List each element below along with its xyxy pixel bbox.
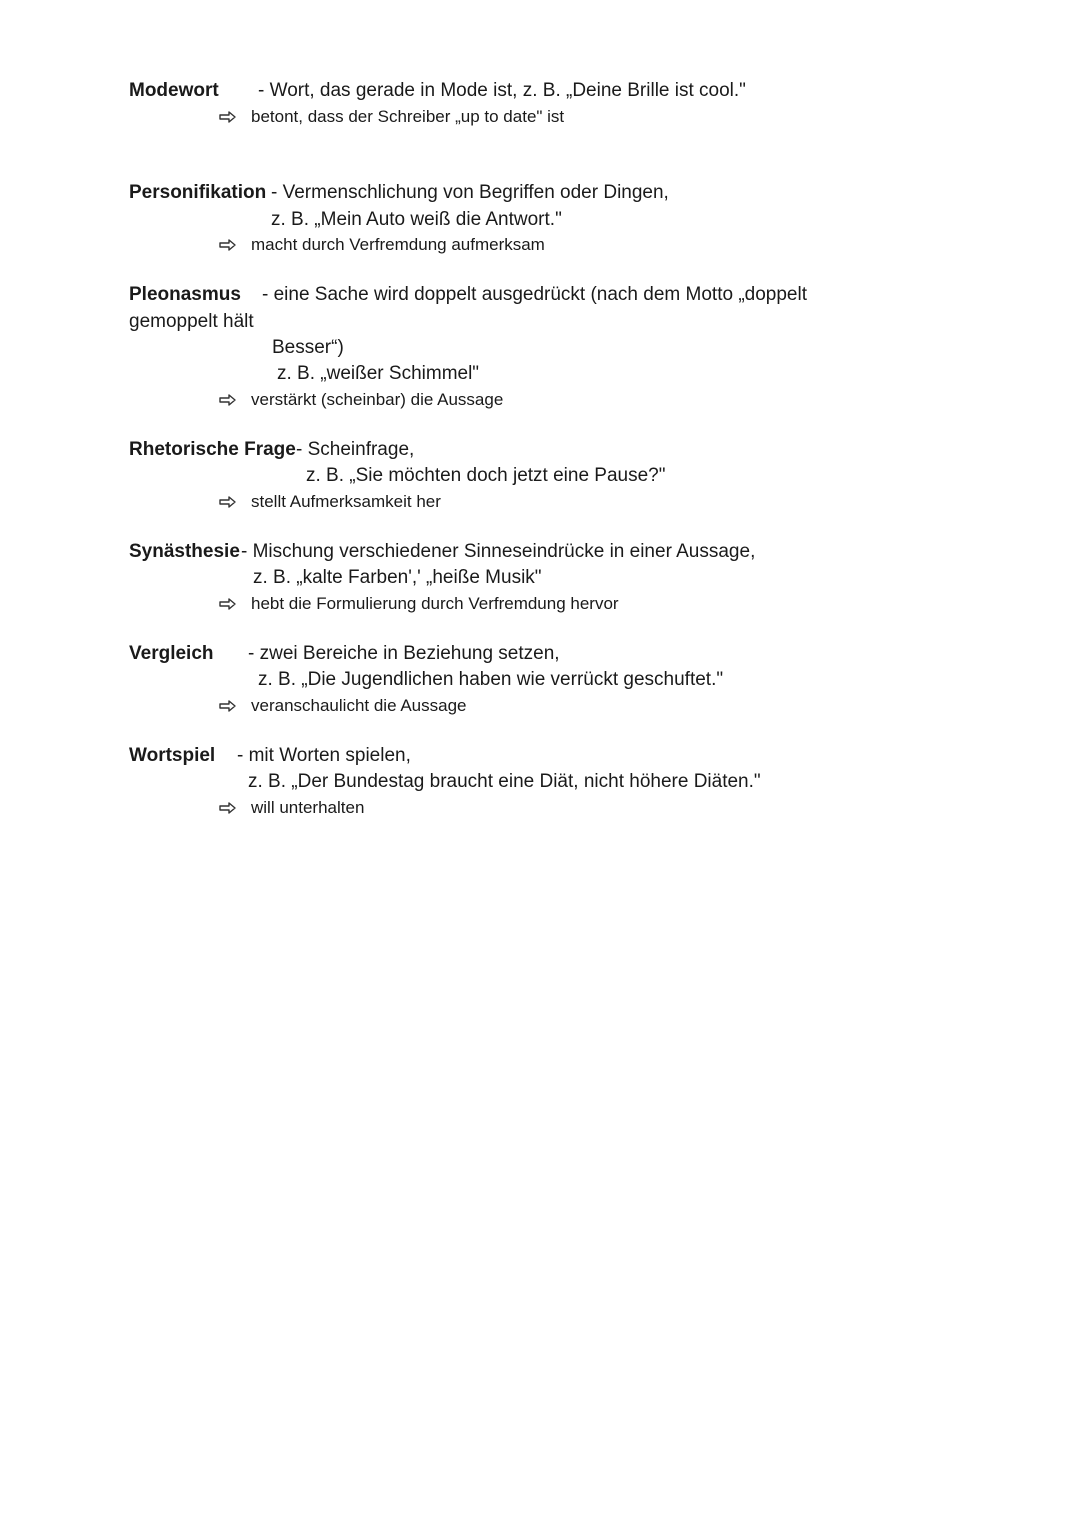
definition-pleonasmus-cont2: Besser“)	[272, 337, 344, 358]
example-wortspiel: z. B. „Der Bundestag braucht eine Diät, nicht höhere Diäten."	[248, 771, 761, 792]
term-wortspiel: Wortspiel	[129, 745, 216, 766]
effect-wortspiel: will unterhalten	[251, 798, 365, 817]
example-synaesthesie: z. B. „kalte Farben',' „heiße Musik"	[253, 567, 542, 588]
definition-wortspiel: - mit Worten spielen,	[237, 745, 411, 766]
definition-pleonasmus: - eine Sache wird doppelt ausgedrückt (nach dem Motto „doppelt	[262, 284, 807, 305]
effect-row-personifikation	[219, 233, 545, 257]
effect-modewort: betont, dass der Schreiber „up to date" ist	[251, 107, 565, 126]
effect-pleonasmus: verstärkt (scheinbar) die Aussage	[251, 390, 504, 409]
effect-rhetorische-frage: stellt Aufmerksamkeit her	[251, 492, 441, 511]
term-synaesthesie: Synästhesie	[129, 541, 240, 562]
right-arrow-icon	[219, 694, 239, 718]
right-arrow-icon	[219, 233, 239, 257]
term-modewort: Modewort	[129, 80, 219, 101]
definition-rhetorische-frage: - Scheinfrage,	[296, 439, 415, 460]
effect-personifikation: macht durch Verfremdung aufmerksam	[251, 235, 545, 254]
right-arrow-icon	[219, 490, 239, 514]
right-arrow-icon	[219, 592, 239, 616]
term-rhetorische-frage: Rhetorische Frage	[129, 439, 296, 460]
definition-modewort: - Wort, das gerade in Mode ist, z. B. „Deine Brille ist cool."	[258, 80, 746, 101]
example-personifikation: z. B. „Mein Auto weiß die Antwort."	[271, 209, 562, 230]
example-vergleich: z. B. „Die Jugendlichen haben wie verrückt geschuftet."	[258, 669, 724, 690]
effect-row-wortspiel	[219, 796, 364, 820]
definition-personifikation: - Vermenschlichung von Begriffen oder Dingen,	[271, 182, 669, 203]
definition-pleonasmus-cont: gemoppelt hält	[129, 311, 254, 332]
term-pleonasmus: Pleonasmus	[129, 284, 241, 305]
effect-row-pleonasmus	[219, 388, 503, 412]
term-vergleich: Vergleich	[129, 643, 214, 664]
term-personifikation: Personifikation	[129, 182, 267, 203]
definition-synaesthesie: - Mischung verschiedener Sinneseindrücke in einer Aussage,	[241, 541, 756, 562]
right-arrow-icon	[219, 388, 239, 412]
effect-row-synaesthesie	[219, 592, 619, 616]
right-arrow-icon	[219, 105, 239, 129]
effect-row-rhetorische-frage	[219, 490, 441, 514]
definition-vergleich: - zwei Bereiche in Beziehung setzen,	[248, 643, 560, 664]
effect-vergleich: veranschaulicht die Aussage	[251, 696, 467, 715]
effect-row-vergleich	[219, 694, 466, 718]
right-arrow-icon	[219, 796, 239, 820]
effect-row-modewort	[219, 105, 564, 129]
example-pleonasmus: z. B. „weißer Schimmel"	[277, 363, 480, 384]
example-rhetorische-frage: z. B. „Sie möchten doch jetzt eine Pause?"	[306, 465, 666, 486]
effect-synaesthesie: hebt die Formulierung durch Verfremdung hervor	[251, 594, 619, 613]
